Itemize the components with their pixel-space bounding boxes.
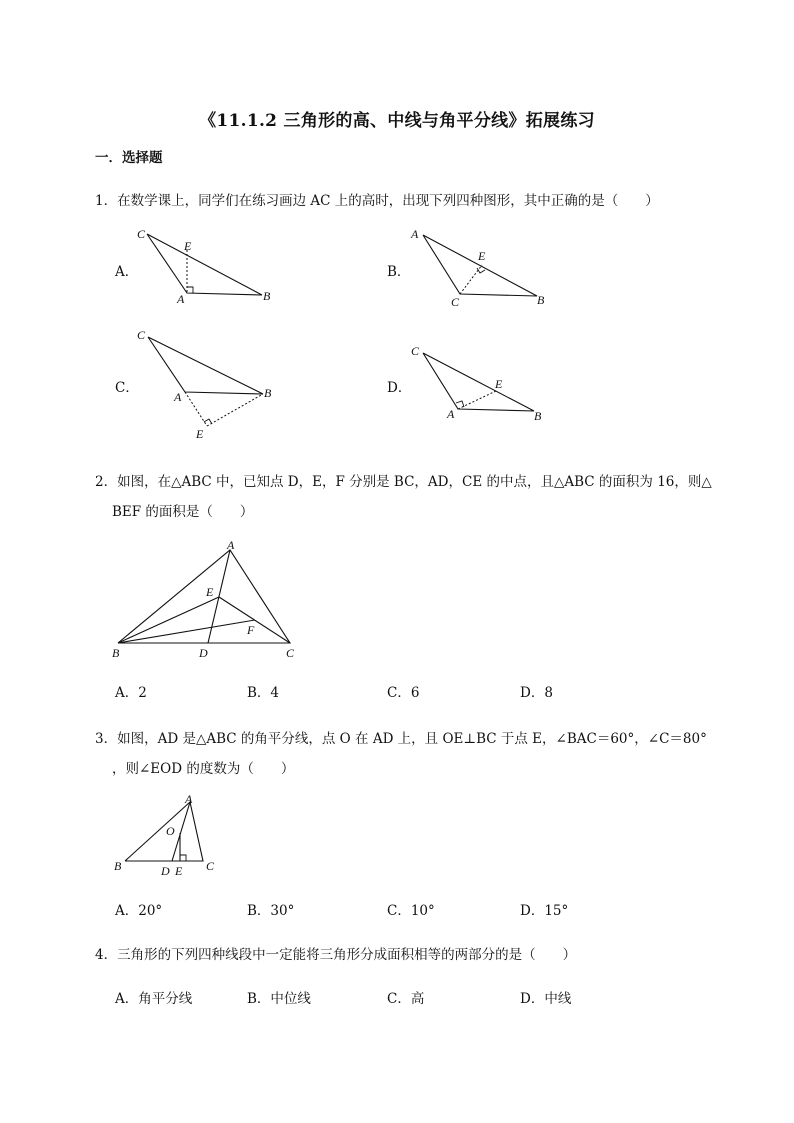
q2-option-c: C．6 bbox=[387, 685, 420, 701]
label-a: A bbox=[447, 407, 455, 421]
label-a: A bbox=[185, 792, 193, 806]
label-e: E bbox=[175, 864, 183, 878]
q3-option-c: C．10° bbox=[387, 903, 435, 919]
label-a: A bbox=[177, 292, 185, 306]
label-f: F bbox=[247, 623, 255, 637]
q2-option-d: D．8 bbox=[520, 685, 553, 701]
label-b: B bbox=[537, 293, 545, 307]
q1-option-d-label: D． bbox=[387, 380, 412, 396]
question-4-text: 4．三角形的下列四种线段中一定能将三角形分成面积相等的两部分的是（ ） bbox=[95, 947, 577, 963]
label-b: B bbox=[534, 409, 542, 423]
question-2-text-line2: BEF 的面积是（ ） bbox=[112, 504, 254, 520]
label-e: E bbox=[196, 427, 204, 441]
q4-option-a: A．角平分线 bbox=[115, 991, 193, 1007]
question-2-text-line1: 2．如图，在△ABC 中，已知点 D，E，F 分别是 BC，AD，CE 的中点，且△ABC 的面积为 16，则△ bbox=[95, 474, 712, 490]
label-b: B bbox=[112, 646, 120, 660]
q1-option-c-label: C． bbox=[115, 380, 139, 396]
label-c: C bbox=[206, 859, 215, 873]
label-e: E bbox=[206, 585, 214, 599]
label-c: C bbox=[411, 344, 420, 358]
label-e: E bbox=[495, 377, 503, 391]
q4-option-c: C．高 bbox=[387, 991, 425, 1007]
label-c: C bbox=[451, 295, 460, 309]
q2-option-b: B．4 bbox=[247, 685, 280, 701]
q3-option-d: D．15° bbox=[520, 903, 569, 919]
q3-option-b: B．30° bbox=[247, 903, 295, 919]
q2-option-a: A．2 bbox=[115, 685, 147, 701]
question-1-text: 1．在数学课上，同学们在练习画边 AC 上的高时，出现下列四种图形，其中正确的是（ ） bbox=[95, 193, 659, 209]
label-b: B bbox=[264, 386, 272, 400]
label-c: C bbox=[286, 646, 295, 660]
section-heading: 一．选择题 bbox=[95, 150, 163, 166]
label-e: E bbox=[184, 239, 192, 253]
q4-option-d: D．中线 bbox=[520, 991, 572, 1007]
label-b: B bbox=[114, 859, 122, 873]
q4-option-b: B．中位线 bbox=[247, 991, 311, 1007]
question-3-text-line2: ，则∠EOD 的度数为（ ） bbox=[112, 761, 295, 777]
label-b: B bbox=[263, 289, 271, 303]
label-c: C bbox=[137, 227, 146, 241]
label-a: A bbox=[227, 538, 235, 552]
label-d: D bbox=[161, 864, 170, 878]
q1-option-b-label: B． bbox=[387, 264, 411, 280]
label-e: E bbox=[478, 249, 486, 263]
label-c: C bbox=[137, 328, 146, 342]
label-a: A bbox=[174, 390, 182, 404]
label-a: A bbox=[411, 227, 419, 241]
label-o: O bbox=[166, 824, 175, 838]
q1-option-a-label: A． bbox=[115, 264, 139, 280]
label-d: D bbox=[199, 646, 208, 660]
q3-option-a: A．20° bbox=[115, 903, 163, 919]
question-3-text-line1: 3．如图，AD 是△ABC 的角平分线，点 O 在 AD 上，且 OE⊥BC 于点 E，∠BAC＝60°，∠C＝80° bbox=[95, 731, 707, 747]
page-title: 《11.1.2 三角形的高、中线与角平分线》拓展练习 bbox=[199, 111, 595, 131]
